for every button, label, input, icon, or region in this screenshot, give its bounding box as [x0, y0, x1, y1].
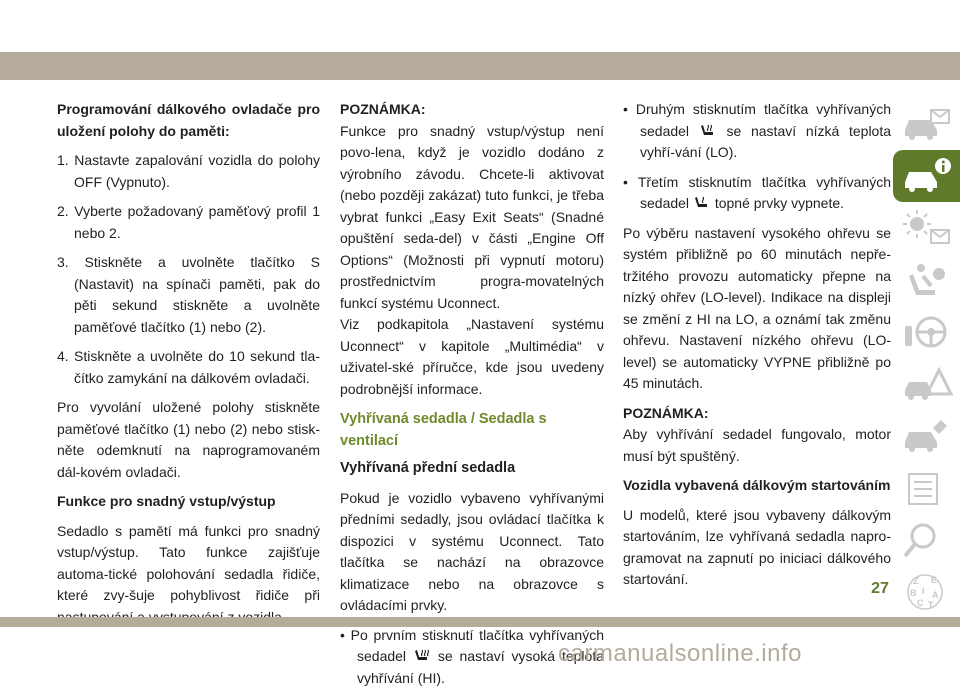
heated-seat-icon — [700, 124, 716, 138]
list-item — [623, 172, 891, 215]
bullet-text: topné prvky vypnete. — [714, 195, 845, 211]
note-title: POZNÁMKA: — [340, 101, 426, 117]
tab-checklist[interactable] — [893, 462, 960, 514]
note-text: Funkce pro snadný vstup/výstup není povo-lena, když je vozidlo dodáno z výrobního závodu. Chcete-li aktivovat (nebo později zakázat) tuto funkci, je třeba vybrat funkci „Easy Exit Seats“ (Snadné opuštění seda-del) v části „Engine Off Options“ (Možnosti při vypnutí motoru) prostřednictvím progra-movatelných funkcí systému Uconnect. — [340, 122, 604, 311]
note-title: POZNÁMKA: — [623, 404, 709, 421]
heated-seat-icon — [414, 649, 430, 663]
car-info-icon — [901, 156, 953, 196]
alphabet-index-icon — [901, 572, 953, 612]
tab-sun-mail[interactable] — [893, 202, 960, 254]
section-title: Vyhřívaná sedadla / Sedadla s ventilací — [340, 411, 547, 449]
car-mail-icon — [901, 104, 953, 144]
list-item: 3. Stiskněte a uvolněte tlačítko S (Nastavit) na spínači paměti, pak do pěti sekund stiskněte a uvolněte paměťové tlačítko (1) nebo (2). — [57, 254, 320, 335]
tab-steering[interactable] — [893, 306, 960, 358]
bullet-text: se nastaví nízká teplota vyhří-vání (LO). — [640, 122, 892, 160]
top-band — [0, 52, 960, 80]
list-item: 4. Stiskněte a uvolněte do 10 sekund tla-čítko zamykání na dálkovém ovladači. — [57, 348, 320, 386]
tab-warning[interactable] — [893, 358, 960, 410]
easy-entry-paragraph: Sedadlo s pamětí má funkci pro snadný vstup/výstup. Tato funkce zajišťuje automa-tické polohování sedadla řidiče, které zvy-šuje pohyblivost řidiče při — [57, 522, 320, 603]
list-item: 2. Vyberte požadovaný paměťový profil 1 nebo 2. — [57, 203, 320, 241]
watermark: carmanualsonline.info — [558, 640, 802, 667]
tab-car-service[interactable] — [893, 410, 960, 462]
tab-index[interactable] — [893, 566, 960, 618]
seat-airbag-icon — [901, 260, 953, 300]
easy-entry-heading: Funkce pro snadný vstup/výstup — [57, 493, 276, 509]
warning-triangle-icon — [901, 364, 953, 404]
bottom-band — [0, 617, 960, 627]
chapter-tabs — [893, 98, 960, 618]
tab-car-mail[interactable] — [893, 98, 960, 150]
heated-seats-intro: Pokud je vozidlo vybaveno vyhřívanými předními sedadly, jsou ovládací tlačítka k dispozici v systému Uconnect. Tato tlačítka se nachází na obrazovce klimatizace nebo na obrazovce s ovládacími prvky. — [340, 489, 604, 613]
subsection-title: Vyhřívaná přední sedadla — [340, 460, 516, 476]
heated-seat-icon — [694, 196, 710, 210]
steering-icon — [901, 312, 953, 352]
tab-seat-airbag[interactable] — [893, 254, 960, 306]
column-2 — [340, 99, 604, 697]
bullet-text: • Po prvním stisknutí tlačítka vyhřívaných sedadel — [340, 626, 604, 664]
svg-text:A: A — [932, 590, 939, 600]
svg-text:E: E — [931, 575, 938, 585]
heating-paragraph: Po výběru nastavení vysokého ohřevu se systém přibližně po 60 minutách nepře-tržitého provozu automaticky přepne na nízký ohřev (LO-level). Indikace na displeji se změní z HI na LO, a oznámí tak změnu ohřevu. Nastavení nízkého ohřevu (LO-level) se automaticky VYPNE přibližně po 45 minutách. — [623, 224, 891, 391]
sun-mail-icon — [901, 208, 953, 248]
bullet-text: • Druhým stisknutím tlačítka vyhřívaných sedadel — [623, 101, 891, 139]
tab-search[interactable] — [893, 514, 960, 566]
bullet-text: se nastaví vysoká teplota vyhřívání (HI). — [357, 648, 605, 686]
svg-text:Z: Z — [913, 576, 919, 586]
note-text-2: Viz podkapitola „Nastavení systému Uconnect“ v kapitole „Multimédia“ v uživatel-ské příručce, kde jsou uvedeny podrobnější informace. — [340, 316, 604, 397]
svg-text:I: I — [922, 586, 925, 596]
column-3 — [623, 99, 891, 599]
page-number: 27 — [871, 580, 889, 597]
remote-start-heading: Vozidla vybavená dálkovým startováním — [623, 477, 891, 493]
svg-text:C: C — [917, 598, 924, 608]
tab-car-info[interactable] — [893, 150, 960, 202]
checklist-icon — [901, 468, 953, 508]
car-service-icon — [901, 416, 953, 456]
list-item — [623, 99, 891, 164]
remote-start-paragraph: U modelů, které jsou vybaveny dálkovým startováním, lze vyhřívaná sedadla napro-gramovat na zapnutí po iniciaci dálkového startování. — [623, 506, 891, 587]
list-item: 1. Nastavte zapalování vozidla do polohy OFF (Vypnuto). — [57, 152, 320, 190]
bullet-text: • Třetím stisknutím tlačítka vyhřívaných sedadel — [623, 173, 891, 211]
note-text: Aby vyhřívání sedadel fungovalo, motor musí být spuštěný. — [623, 426, 891, 464]
svg-text:T: T — [928, 600, 934, 610]
magnifier-icon — [901, 520, 953, 560]
column-1 — [57, 99, 320, 636]
memory-remote-heading: Programování dálkového ovladače pro uložení polohy do paměti: — [57, 101, 320, 139]
recall-paragraph: Pro vyvolání uložené polohy stiskněte paměťové tlačítko (1) nebo (2) nebo stisk-něte odemknutí na naprogramovaném dál-kovém ovladači. — [57, 399, 320, 480]
svg-text:B: B — [910, 588, 917, 598]
